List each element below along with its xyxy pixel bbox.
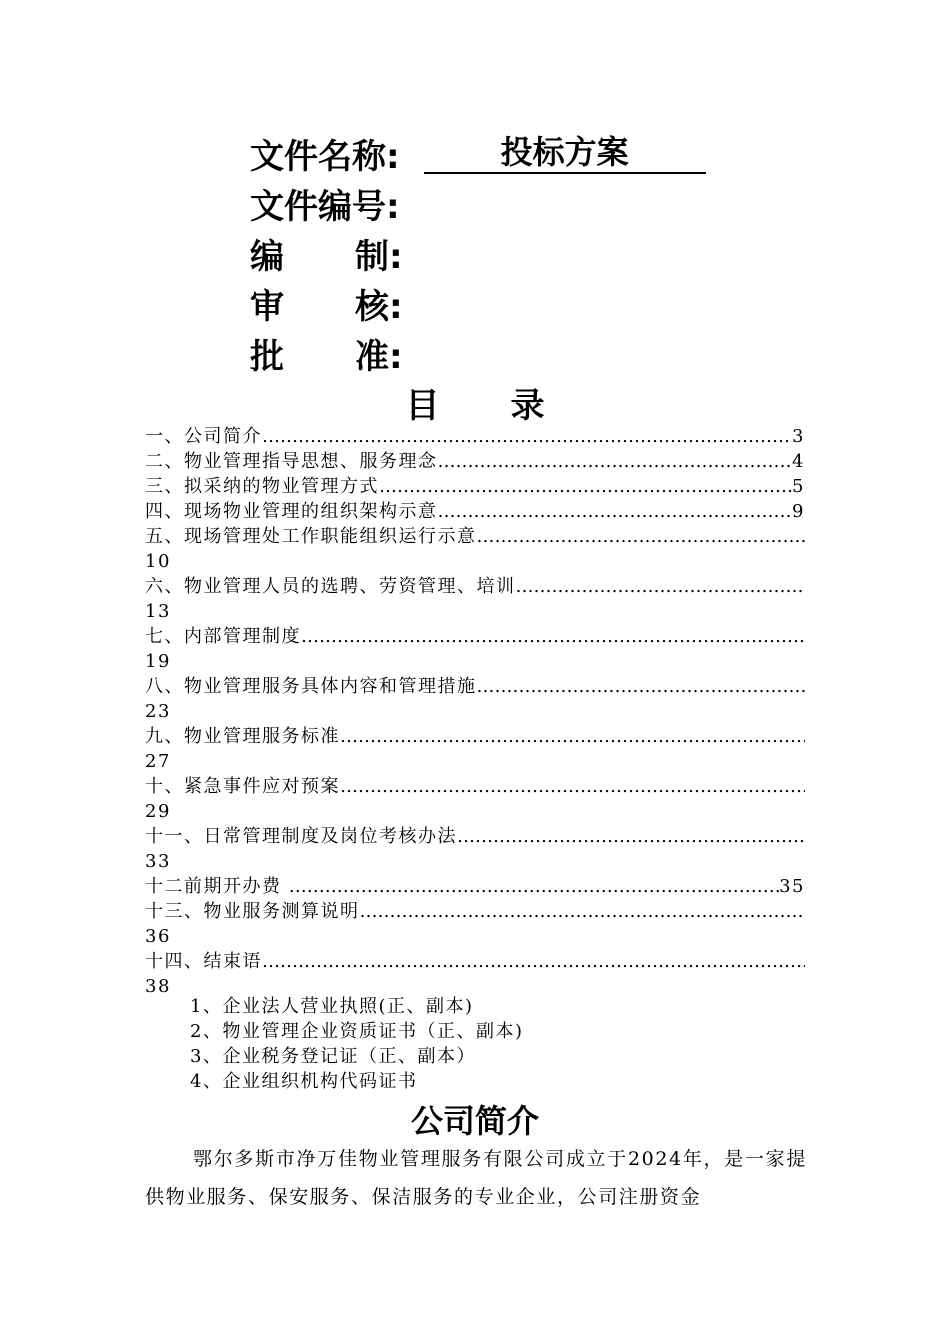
reviewed-by-label: 审 核: [250,286,403,327]
toc-item-label: 二、物业管理指导思想、服务理念 [145,451,438,472]
table-of-contents [145,424,805,999]
file-number-label: 文件编号: [250,186,400,227]
toc-leader-dots [457,824,805,849]
toc-item[interactable] [145,449,805,474]
toc-item[interactable] [145,499,805,524]
toc-item-page: 10 [145,551,171,572]
annex-item: 3、企业税务登记证（正、副本） [190,1046,476,1067]
toc-item[interactable] [145,674,805,724]
toc-leader-dots [477,524,806,549]
toc-title: 目 录 [405,386,545,426]
toc-item-label: 十一、日常管理制度及岗位考核办法 [145,826,457,847]
annex-list [190,994,523,1094]
toc-item[interactable] [145,774,805,824]
approved-by-row [250,328,706,378]
file-name-row [250,128,706,178]
document-header [250,128,706,378]
toc-item-page: 38 [145,976,171,997]
toc-item-page: 36 [145,926,171,947]
toc-leader-dots [477,674,806,699]
toc-item-label: 十四、结束语 [145,951,262,972]
toc-item-label: 十、紧急事件应对预案 [145,776,340,797]
file-name-label: 文件名称: [250,136,400,177]
toc-item-label: 四、现场物业管理的组织架构示意 [145,501,438,522]
toc-item-page: 9 [792,501,805,522]
toc-leader-dots [262,949,805,974]
toc-item-label: 九、物业管理服务标准 [145,726,340,747]
intro-paragraph: 鄂尔多斯市净万佳物业管理服务有限公司成立于2024年，是一家提供物业服务、保安服务、保洁服务的专业企业，公司注册资金 [145,1148,807,1208]
toc-item-page: 35 [779,876,805,897]
toc-item-label: 三、拟采纳的物业管理方式 [145,476,379,497]
section-title: 公司简介 [410,1102,539,1140]
toc-leader-dots [340,724,805,749]
toc-item[interactable] [145,899,805,949]
annex-item: 1、企业法人营业执照(正、副本) [190,996,474,1017]
toc-item-page: 3 [792,426,805,447]
annex-item: 4、企业组织机构代码证书 [190,1071,418,1092]
toc-item-label: 十二前期开办费 [145,876,289,897]
file-number-row [250,178,706,228]
toc-leader-dots [301,624,805,649]
toc-item[interactable] [145,574,805,624]
file-name-value: 投标方案 [424,132,706,174]
toc-item[interactable] [145,624,805,674]
toc-item[interactable] [145,949,805,999]
toc-item-page: 5 [792,476,805,497]
toc-item-label: 八、物业管理服务具体内容和管理措施 [145,676,477,697]
toc-leader-dots [289,874,779,899]
annex-item: 2、物业管理企业资质证书（正、副本) [190,1021,524,1042]
toc-item-page: 29 [145,801,171,822]
toc-item-page: 33 [145,851,171,872]
reviewed-by-row [250,278,706,328]
toc-leader-dots [360,899,806,924]
toc-item-page: 23 [145,701,171,722]
toc-item-label: 七、内部管理制度 [145,626,301,647]
toc-leader-dots [438,449,793,474]
prepared-by-row [250,228,706,278]
toc-item[interactable] [145,424,805,449]
toc-item-page: 13 [145,601,171,622]
toc-leader-dots [516,574,806,599]
toc-item[interactable] [145,724,805,774]
approved-by-label: 批 准: [250,336,403,377]
toc-item-label: 一、公司简介 [145,426,262,447]
toc-item-label: 十三、物业服务测算说明 [145,901,360,922]
prepared-by-label: 编 制: [250,236,403,277]
toc-item-page: 27 [145,751,171,772]
toc-item[interactable] [145,474,805,499]
toc-item-label: 五、现场管理处工作职能组织运行示意 [145,526,477,547]
toc-leader-dots [340,774,805,799]
toc-leader-dots [262,424,792,449]
toc-item-page: 4 [792,451,805,472]
toc-leader-dots [379,474,792,499]
toc-item-page: 19 [145,651,171,672]
toc-item[interactable] [145,524,805,574]
toc-item[interactable] [145,874,805,899]
toc-item-label: 六、物业管理人员的选聘、劳资管理、培训 [145,576,516,597]
toc-leader-dots [438,499,793,524]
toc-item[interactable] [145,824,805,874]
